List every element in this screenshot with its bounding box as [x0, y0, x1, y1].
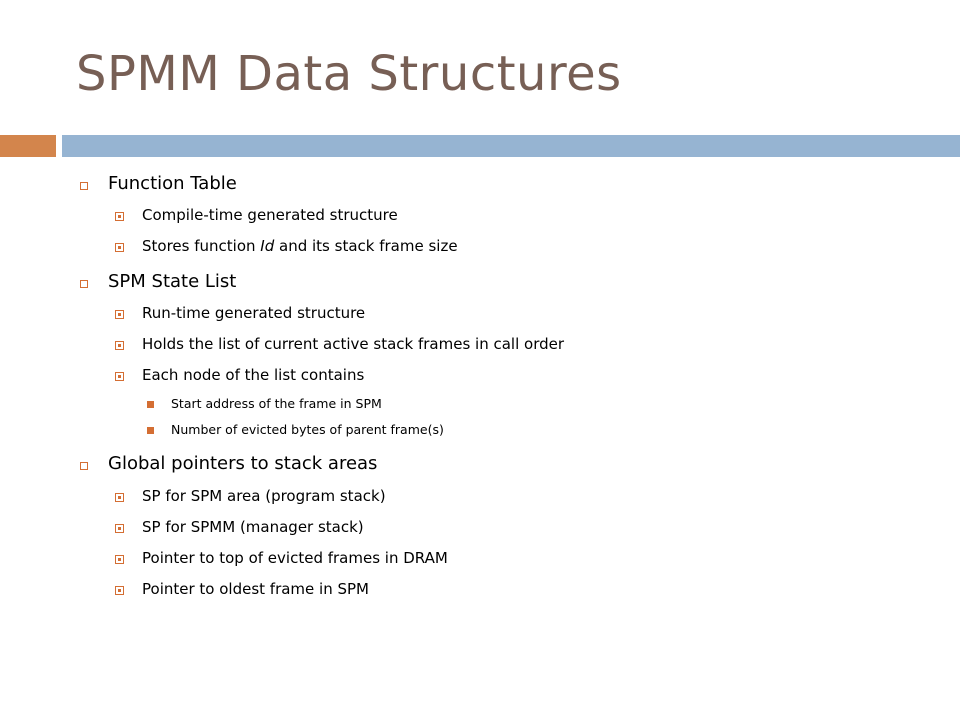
bullet-l2	[142, 237, 458, 255]
slide-title: SPMM Data Structures	[76, 46, 622, 102]
text-segment: Stores function	[142, 237, 261, 255]
bullet-l2: SP for SPMM (manager stack)	[142, 518, 364, 536]
square-bullet-icon	[115, 586, 124, 595]
square-bullet-icon	[115, 493, 124, 502]
bullet-l1: SPM State List	[108, 271, 237, 292]
bullet-l2: Compile-time generated structure	[142, 206, 398, 224]
bullet-l2: Pointer to oldest frame in SPM	[142, 580, 369, 598]
bullet-l3: Number of evicted bytes of parent frame(s)	[171, 422, 444, 437]
bullet-l1: Function Table	[108, 173, 237, 194]
text-segment: and its stack frame size	[274, 237, 458, 255]
bullet-l2: SP for SPM area (program stack)	[142, 487, 386, 505]
hollow-square-bullet-icon	[80, 280, 88, 288]
square-bullet-icon	[115, 555, 124, 564]
bullet-l2: Each node of the list contains	[142, 366, 365, 384]
square-bullet-icon	[115, 310, 124, 319]
filled-square-bullet-icon	[147, 427, 154, 434]
filled-square-bullet-icon	[147, 401, 154, 408]
bullet-l2: Pointer to top of evicted frames in DRAM	[142, 549, 448, 567]
square-bullet-icon	[115, 372, 124, 381]
bullet-l2: Run-time generated structure	[142, 304, 366, 322]
square-bullet-icon	[115, 524, 124, 533]
hollow-square-bullet-icon	[80, 182, 88, 190]
square-bullet-icon	[115, 243, 124, 252]
bullet-l3: Start address of the frame in SPM	[171, 396, 382, 411]
bullet-l2: Holds the list of current active stack frames in call order	[142, 335, 565, 353]
square-bullet-icon	[115, 212, 124, 221]
hollow-square-bullet-icon	[80, 462, 88, 470]
bullet-l1: Global pointers to stack areas	[108, 453, 378, 474]
text-emphasis: Id	[260, 237, 275, 255]
square-bullet-icon	[115, 341, 124, 350]
